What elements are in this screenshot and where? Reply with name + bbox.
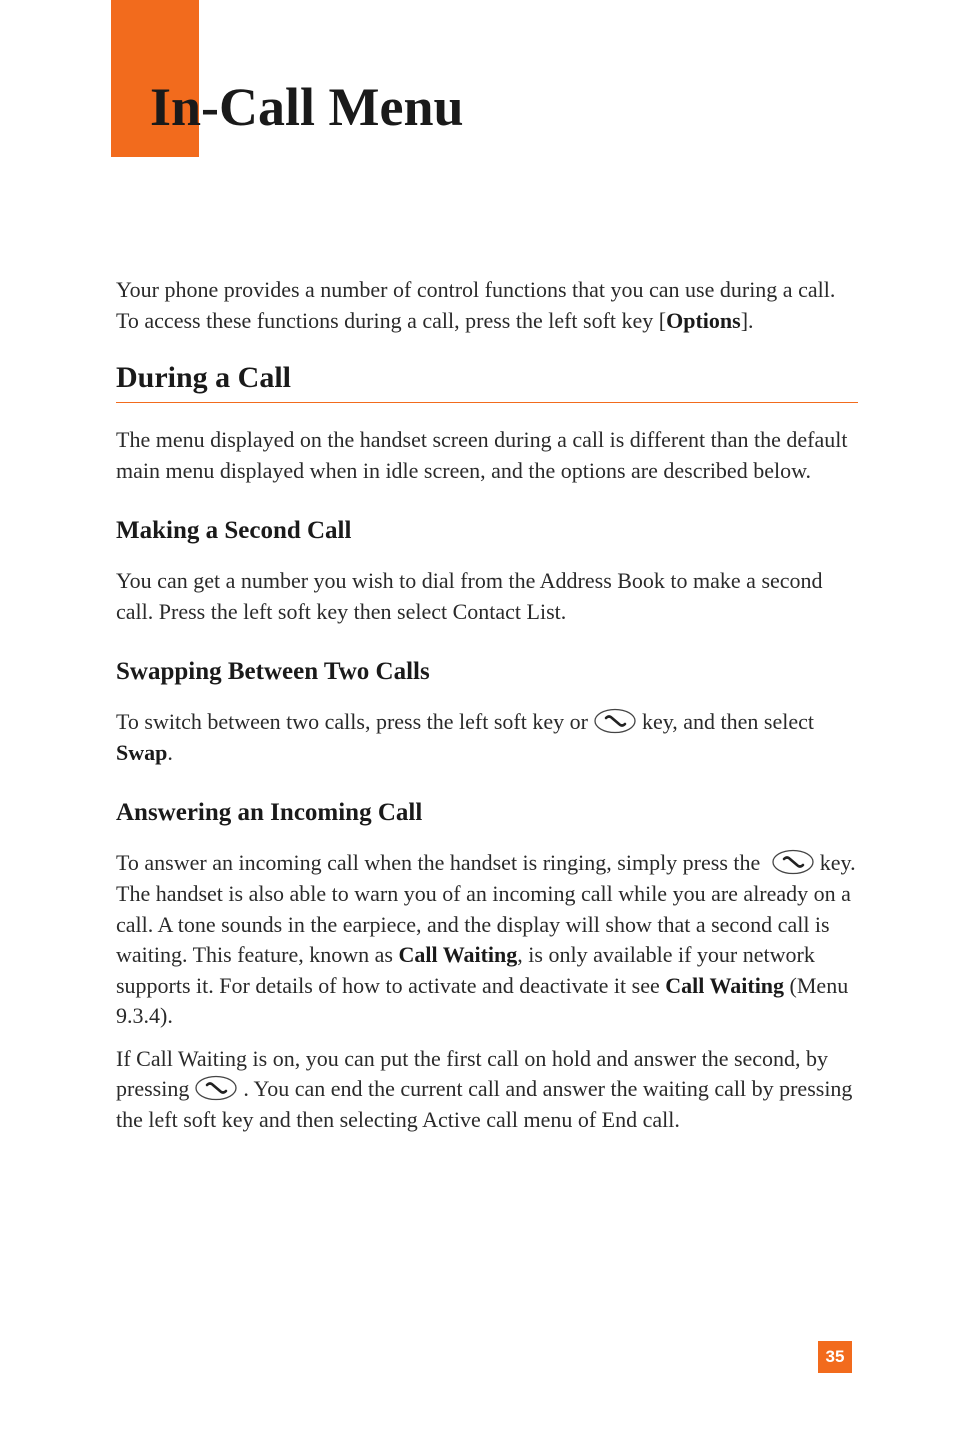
- send-key-icon: [193, 1074, 239, 1102]
- options-label: Options: [666, 307, 741, 333]
- incoming-paragraph-1: [116, 848, 858, 1031]
- page-content: [116, 275, 858, 1136]
- page-number: 35: [818, 1341, 852, 1373]
- incoming-paragraph-2: [116, 1044, 858, 1136]
- call-waiting-label: Call Waiting: [398, 942, 518, 968]
- intro-text-after: ].: [740, 307, 754, 333]
- swapping-text-before: To switch between two calls, press the left soft key or: [116, 709, 588, 734]
- send-key-icon: [592, 707, 638, 735]
- swapping-body: [116, 707, 858, 768]
- call-waiting-label-2: Call Waiting: [665, 972, 785, 998]
- incoming-p1-before: To answer an incoming call when the handset is ringing, simply press the: [116, 850, 761, 876]
- incoming-p1-middle: key. The handset is also able to warn you of an incoming call while you are already on a call. A tone sounds in the earpiece, and the display will show that a second call is waiting. This feature, known as: [116, 850, 856, 968]
- incoming-p1-middle2: , is only available if your network supports it. For details of how to activate and deactivate it see: [116, 942, 815, 998]
- during-call-body: The menu displayed on the handset screen during a call is different than the default main menu displayed when in idle screen, and the options are described below.: [116, 427, 848, 483]
- incoming-p2-after: . You can end the current call and answer the waiting call by pressing the left soft key and then selecting Active call menu of End call.: [116, 1076, 853, 1133]
- intro-paragraph: [116, 275, 858, 336]
- swapping-heading: Swapping Between Two Calls: [116, 658, 430, 685]
- swapping-text-middle: key, and then select: [641, 709, 815, 734]
- intro-text-before: Your phone provides a number of control functions that you can use during a call. To access these functions during a call, press the left soft key [: [116, 277, 836, 333]
- during-call-heading: During a Call: [116, 360, 858, 403]
- incoming-heading: Answering an Incoming Call: [116, 799, 423, 827]
- send-key-icon: [770, 848, 816, 876]
- second-call-body: You can get a number you wish to dial from the Address Book to make a second call. Press the left soft key then select Contact List.: [116, 568, 823, 624]
- swapping-text-after: .: [167, 739, 173, 765]
- page-title: In-Call Menu: [150, 77, 464, 137]
- swap-label: Swap: [116, 739, 168, 765]
- second-call-heading: Making a Second Call: [116, 517, 352, 544]
- incoming-p1-after: (Menu 9.3.4).: [116, 972, 849, 1029]
- incoming-p2-before: If Call Waiting is on, you can put the first call on hold and answer the second, by pressing: [116, 1045, 829, 1102]
